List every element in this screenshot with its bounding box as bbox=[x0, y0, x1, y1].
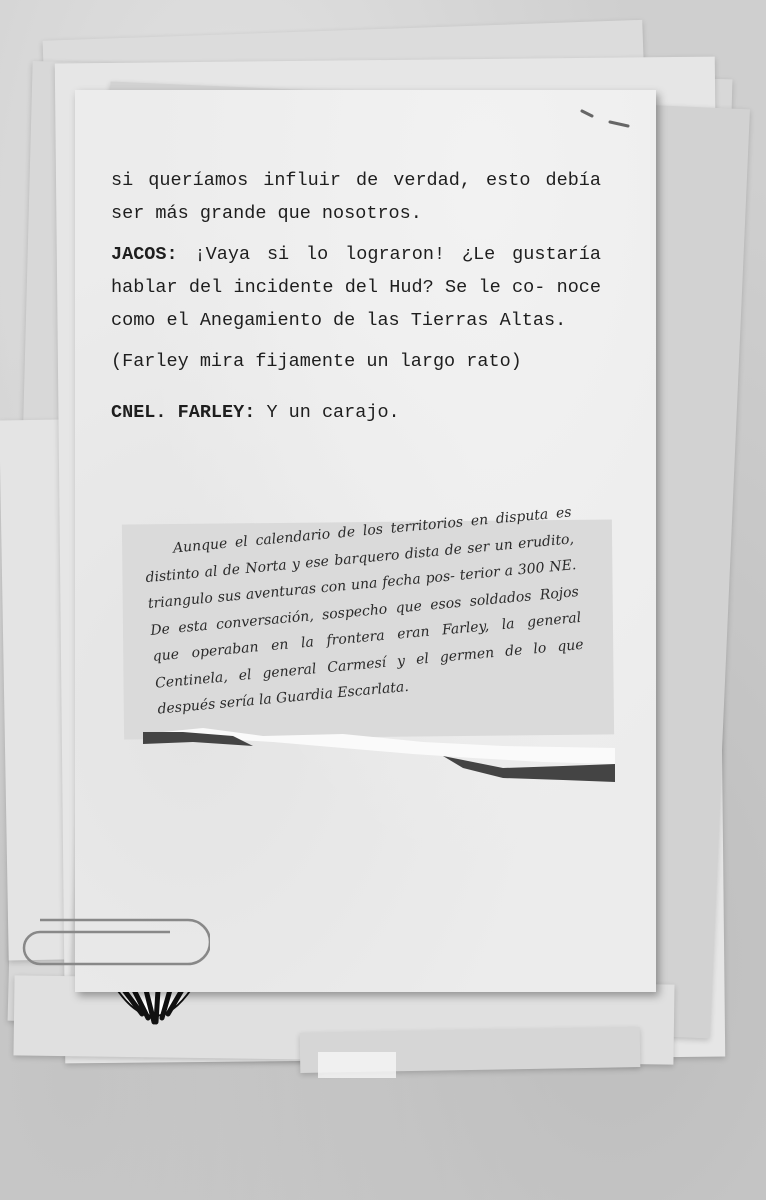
interview-transcript bbox=[111, 164, 601, 437]
paper-clip-icon bbox=[20, 916, 210, 970]
speaker-label-jacos: JACOS: bbox=[111, 244, 178, 265]
page-shadow bbox=[20, 90, 80, 992]
jacos-text: ¡Vaya si lo lograron! ¿Le gustaría hablar del incidente del Hud? Se le co- noce como el Anegamiento de las Tierras Altas. bbox=[111, 244, 601, 331]
tape-strip bbox=[318, 1052, 396, 1078]
jacos-line bbox=[111, 238, 601, 337]
typewritten-page bbox=[75, 90, 656, 992]
speaker-label-farley: CNEL. FARLEY: bbox=[111, 402, 256, 423]
dialogue-line: si queríamos influir de verdad, esto debía ser más grande que nosotros. bbox=[111, 170, 601, 224]
stage-direction: (Farley mira fijamente un largo rato) bbox=[111, 351, 522, 372]
farley-text: Y un carajo. bbox=[266, 402, 400, 423]
farley-line bbox=[111, 396, 601, 429]
ink-smudge-icon bbox=[580, 106, 640, 136]
handwritten-note-scrap bbox=[122, 504, 614, 739]
handwritten-note-text: Aunque el calendario de los territorios en disputa es distinto al de Norta y ese barquero dista de ser un erudito, triangulo sus aventuras con una fecha pos- terior a 300 NE. De esta conversación, sospecho que esos soldados Rojos que operaban en la frontera eran Farley, la general Centinela, el general Carmesí y el germen de lo que después sería la Guardia Escarlata. bbox=[144, 504, 585, 718]
torn-paper-edge bbox=[143, 716, 615, 786]
